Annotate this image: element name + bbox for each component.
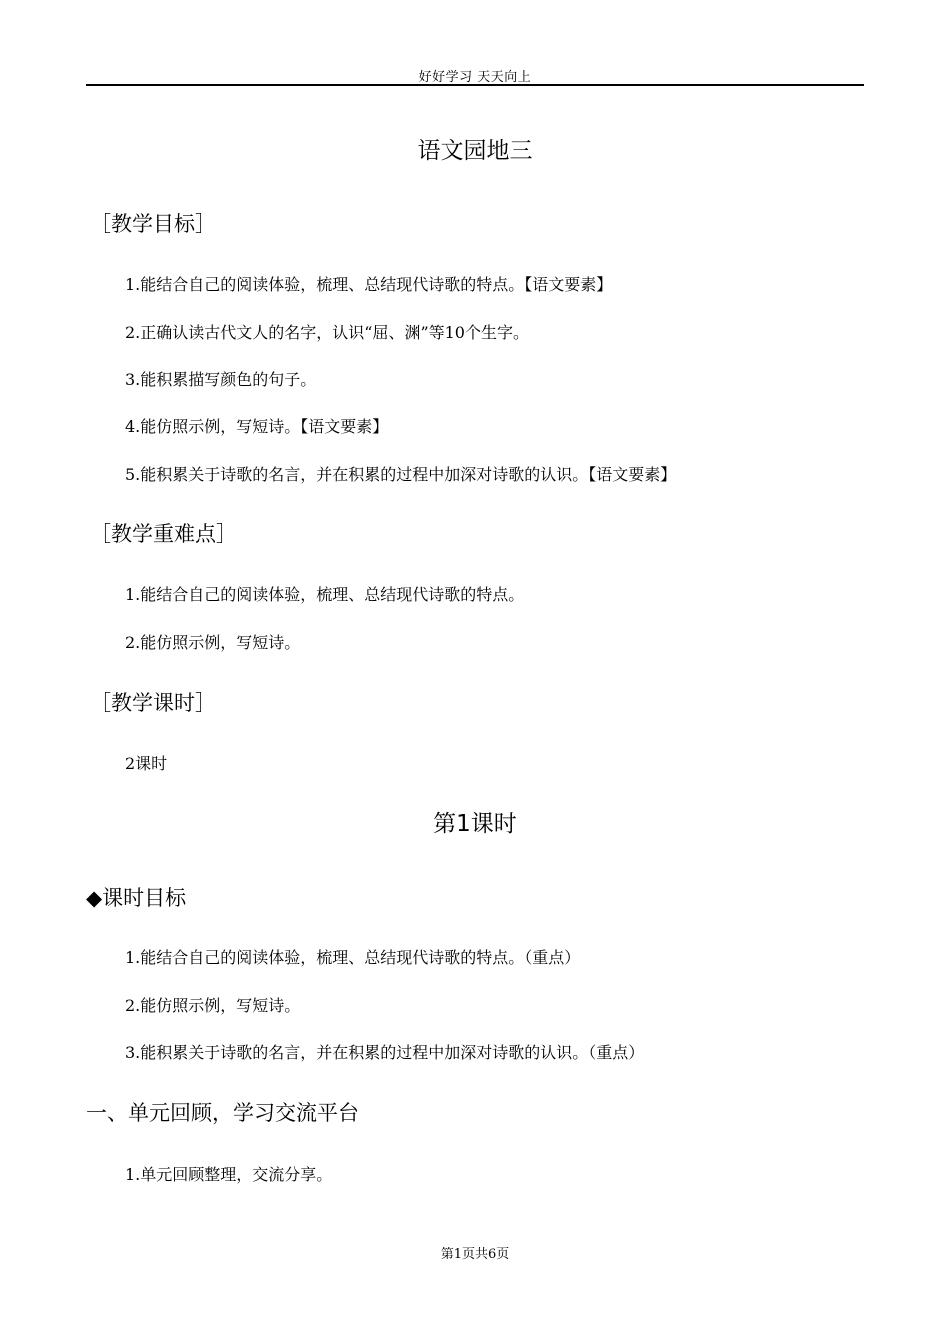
hours-item: 2课时 xyxy=(125,754,168,773)
lesson-goal-item: 2.能仿照示例，写短诗。 xyxy=(125,996,301,1015)
page-number: 第1页共6页 xyxy=(440,1247,510,1262)
key-point-item: 1.能结合自己的阅读体验，梳理、总结现代诗歌的特点。 xyxy=(125,585,525,604)
document-title: 语文园地三 xyxy=(417,138,533,164)
lesson-goal-item: 1.能结合自己的阅读体验，梳理、总结现代诗歌的特点。（重点） xyxy=(125,948,581,967)
header-motto: 好好学习 天天向上 xyxy=(418,70,532,85)
goal-item: 2.正确认读古代文人的名字，认识“屈、渊”等10个生字。 xyxy=(125,323,529,342)
section-heading-hours: ［教学课时］ xyxy=(90,691,216,715)
lesson-goal-item: 3.能积累关于诗歌的名言，并在积累的过程中加深对诗歌的认识。（重点） xyxy=(125,1043,645,1062)
key-point-item: 2.能仿照示例，写短诗。 xyxy=(125,633,301,652)
lesson-goals-heading: ◆课时目标 xyxy=(86,886,187,910)
goal-item: 1.能结合自己的阅读体验，梳理、总结现代诗歌的特点。【语文要素】 xyxy=(125,275,613,294)
part1-item: 1.单元回顾整理，交流分享。 xyxy=(125,1165,333,1184)
goal-item: 4.能仿照示例，写短诗。【语文要素】 xyxy=(125,417,389,436)
section-heading-goals: ［教学目标］ xyxy=(90,212,216,236)
goal-item: 3.能积累描写颜色的句子。 xyxy=(125,370,317,389)
goal-item: 5.能积累关于诗歌的名言，并在积累的过程中加深对诗歌的认识。【语文要素】 xyxy=(125,465,677,484)
part1-heading: 一、单元回顾，学习交流平台 xyxy=(86,1101,359,1125)
header-divider xyxy=(86,84,864,86)
section-heading-key-points: ［教学重难点］ xyxy=(90,522,237,546)
lesson-title: 第1课时 xyxy=(433,811,517,837)
